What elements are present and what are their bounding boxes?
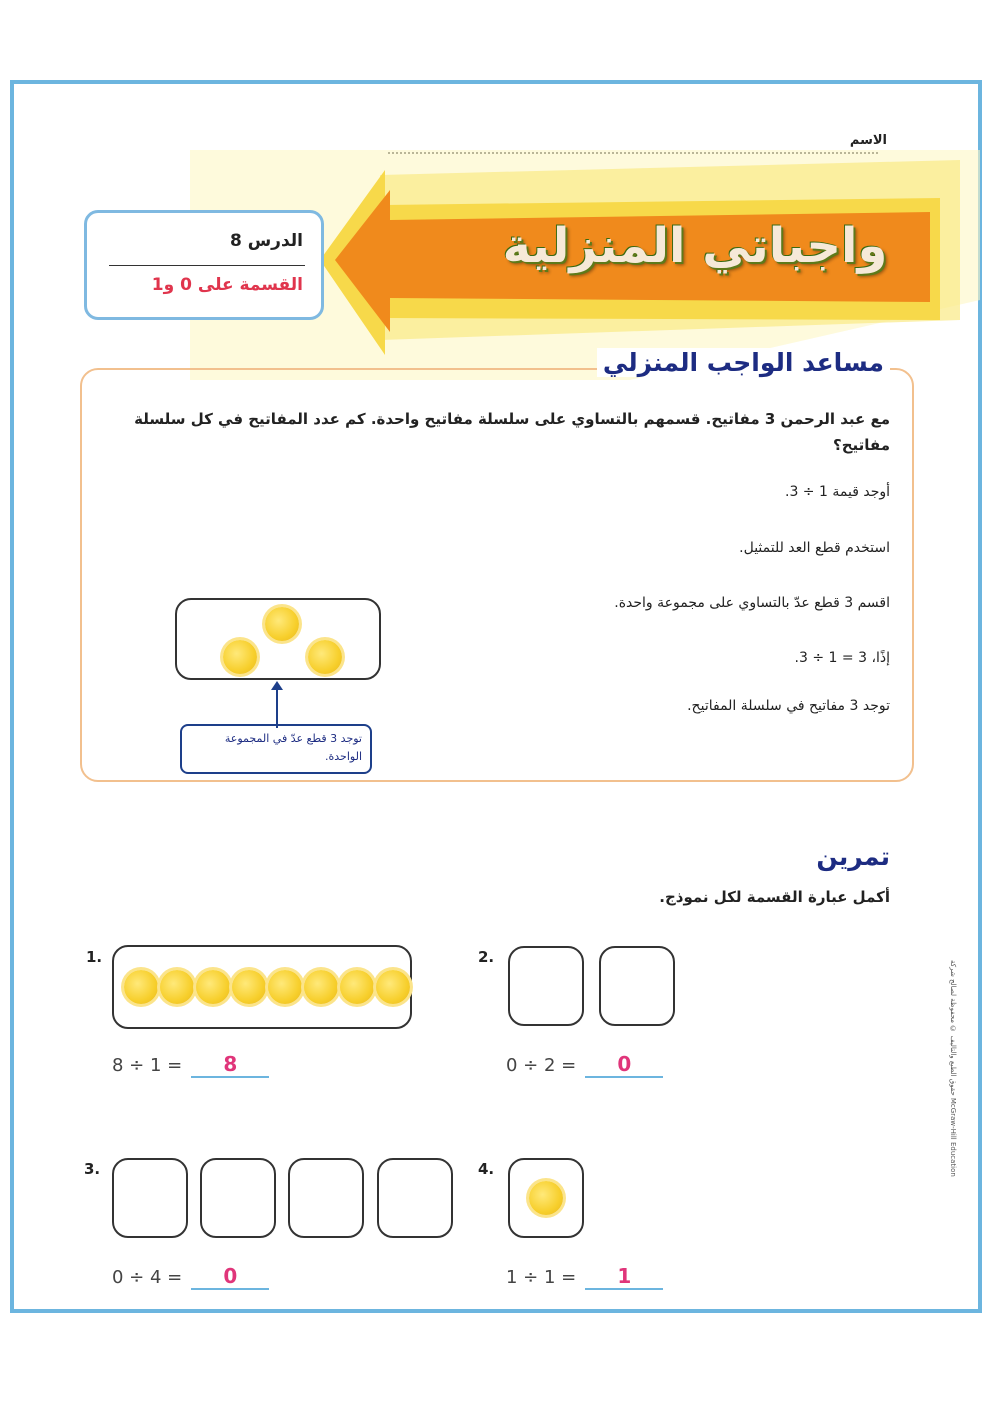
model-group (377, 1158, 453, 1238)
equation-4 (506, 1264, 663, 1290)
model-group (200, 1158, 276, 1238)
helper-step-2: استخدم قطع العد للتمثيل. (739, 540, 890, 556)
model-group (508, 946, 584, 1026)
equation-2 (506, 1052, 663, 1078)
helper-step-3: اقسم 3 قطع عدّ بالتساوي على مجموعة واحدة. (614, 595, 890, 611)
question-number: 2. (478, 948, 495, 966)
equation-expression: 0 ÷ 2 = (506, 1055, 577, 1076)
counter (308, 640, 342, 674)
model-group (112, 1158, 188, 1238)
counter (268, 970, 302, 1004)
counter (304, 970, 338, 1004)
question-number: 3. (84, 1160, 101, 1178)
helper-problem: مع عبد الرحمن 3 مفاتيح. قسمهم بالتساوي على سلسلة مفاتيح واحدة. كم عدد المفاتيح في كل سلسلة مفاتيح؟ (134, 410, 890, 454)
model-group (599, 946, 675, 1026)
lesson-divider (109, 265, 305, 266)
equation-expression: 1 ÷ 1 = (506, 1267, 577, 1288)
helper-callout: توجد 3 قطع عدّ في المجموعة الواحدة. (180, 724, 372, 774)
name-label: الاسم (849, 133, 887, 148)
helper-step-4: إذًا، 3 = 1 ÷ 3. (794, 650, 890, 666)
exercise-title: تمرين (816, 842, 890, 871)
question-number: 1. (86, 948, 103, 966)
homework-title: واجباتي المنزلية (502, 218, 888, 274)
helper-step-5: توجد 3 مفاتيح في سلسلة المفاتيح. (687, 698, 890, 714)
equation-expression: 0 ÷ 4 = (112, 1267, 183, 1288)
callout-arrow (276, 688, 278, 728)
counter (124, 970, 158, 1004)
model-group (508, 1158, 584, 1238)
lesson-topic: القسمة على 0 و1 (151, 275, 303, 295)
counter (529, 1181, 563, 1215)
question-number: 4. (478, 1160, 495, 1178)
answer-field[interactable]: 1 (585, 1264, 663, 1290)
counter (196, 970, 230, 1004)
model-group-1 (112, 945, 412, 1029)
counter (232, 970, 266, 1004)
equation-3 (112, 1264, 269, 1290)
lesson-card (84, 210, 324, 320)
helper-step-1: أوجد قيمة 1 ÷ 3. (784, 484, 890, 500)
counter (340, 970, 374, 1004)
counter (223, 640, 257, 674)
copyright-credit: حقوق الطبع والتأليف © محفوظة لصالح شركة McGraw-Hill Education (949, 960, 957, 1177)
lesson-number: الدرس 8 (229, 231, 303, 251)
exercise-instruction: أكمل عبارة القسمة لكل نموذج. (659, 888, 890, 906)
equation-expression: 8 ÷ 1 = (112, 1055, 183, 1076)
answer-field[interactable]: 0 (191, 1264, 269, 1290)
counter (376, 970, 410, 1004)
model-group (288, 1158, 364, 1238)
equation-1 (112, 1052, 269, 1078)
answer-field[interactable]: 0 (585, 1052, 663, 1078)
counter (160, 970, 194, 1004)
helper-title: مساعد الواجب المنزلي (597, 348, 890, 377)
helper-model-group (175, 598, 381, 680)
counter (265, 607, 299, 641)
answer-field[interactable]: 8 (191, 1052, 269, 1078)
